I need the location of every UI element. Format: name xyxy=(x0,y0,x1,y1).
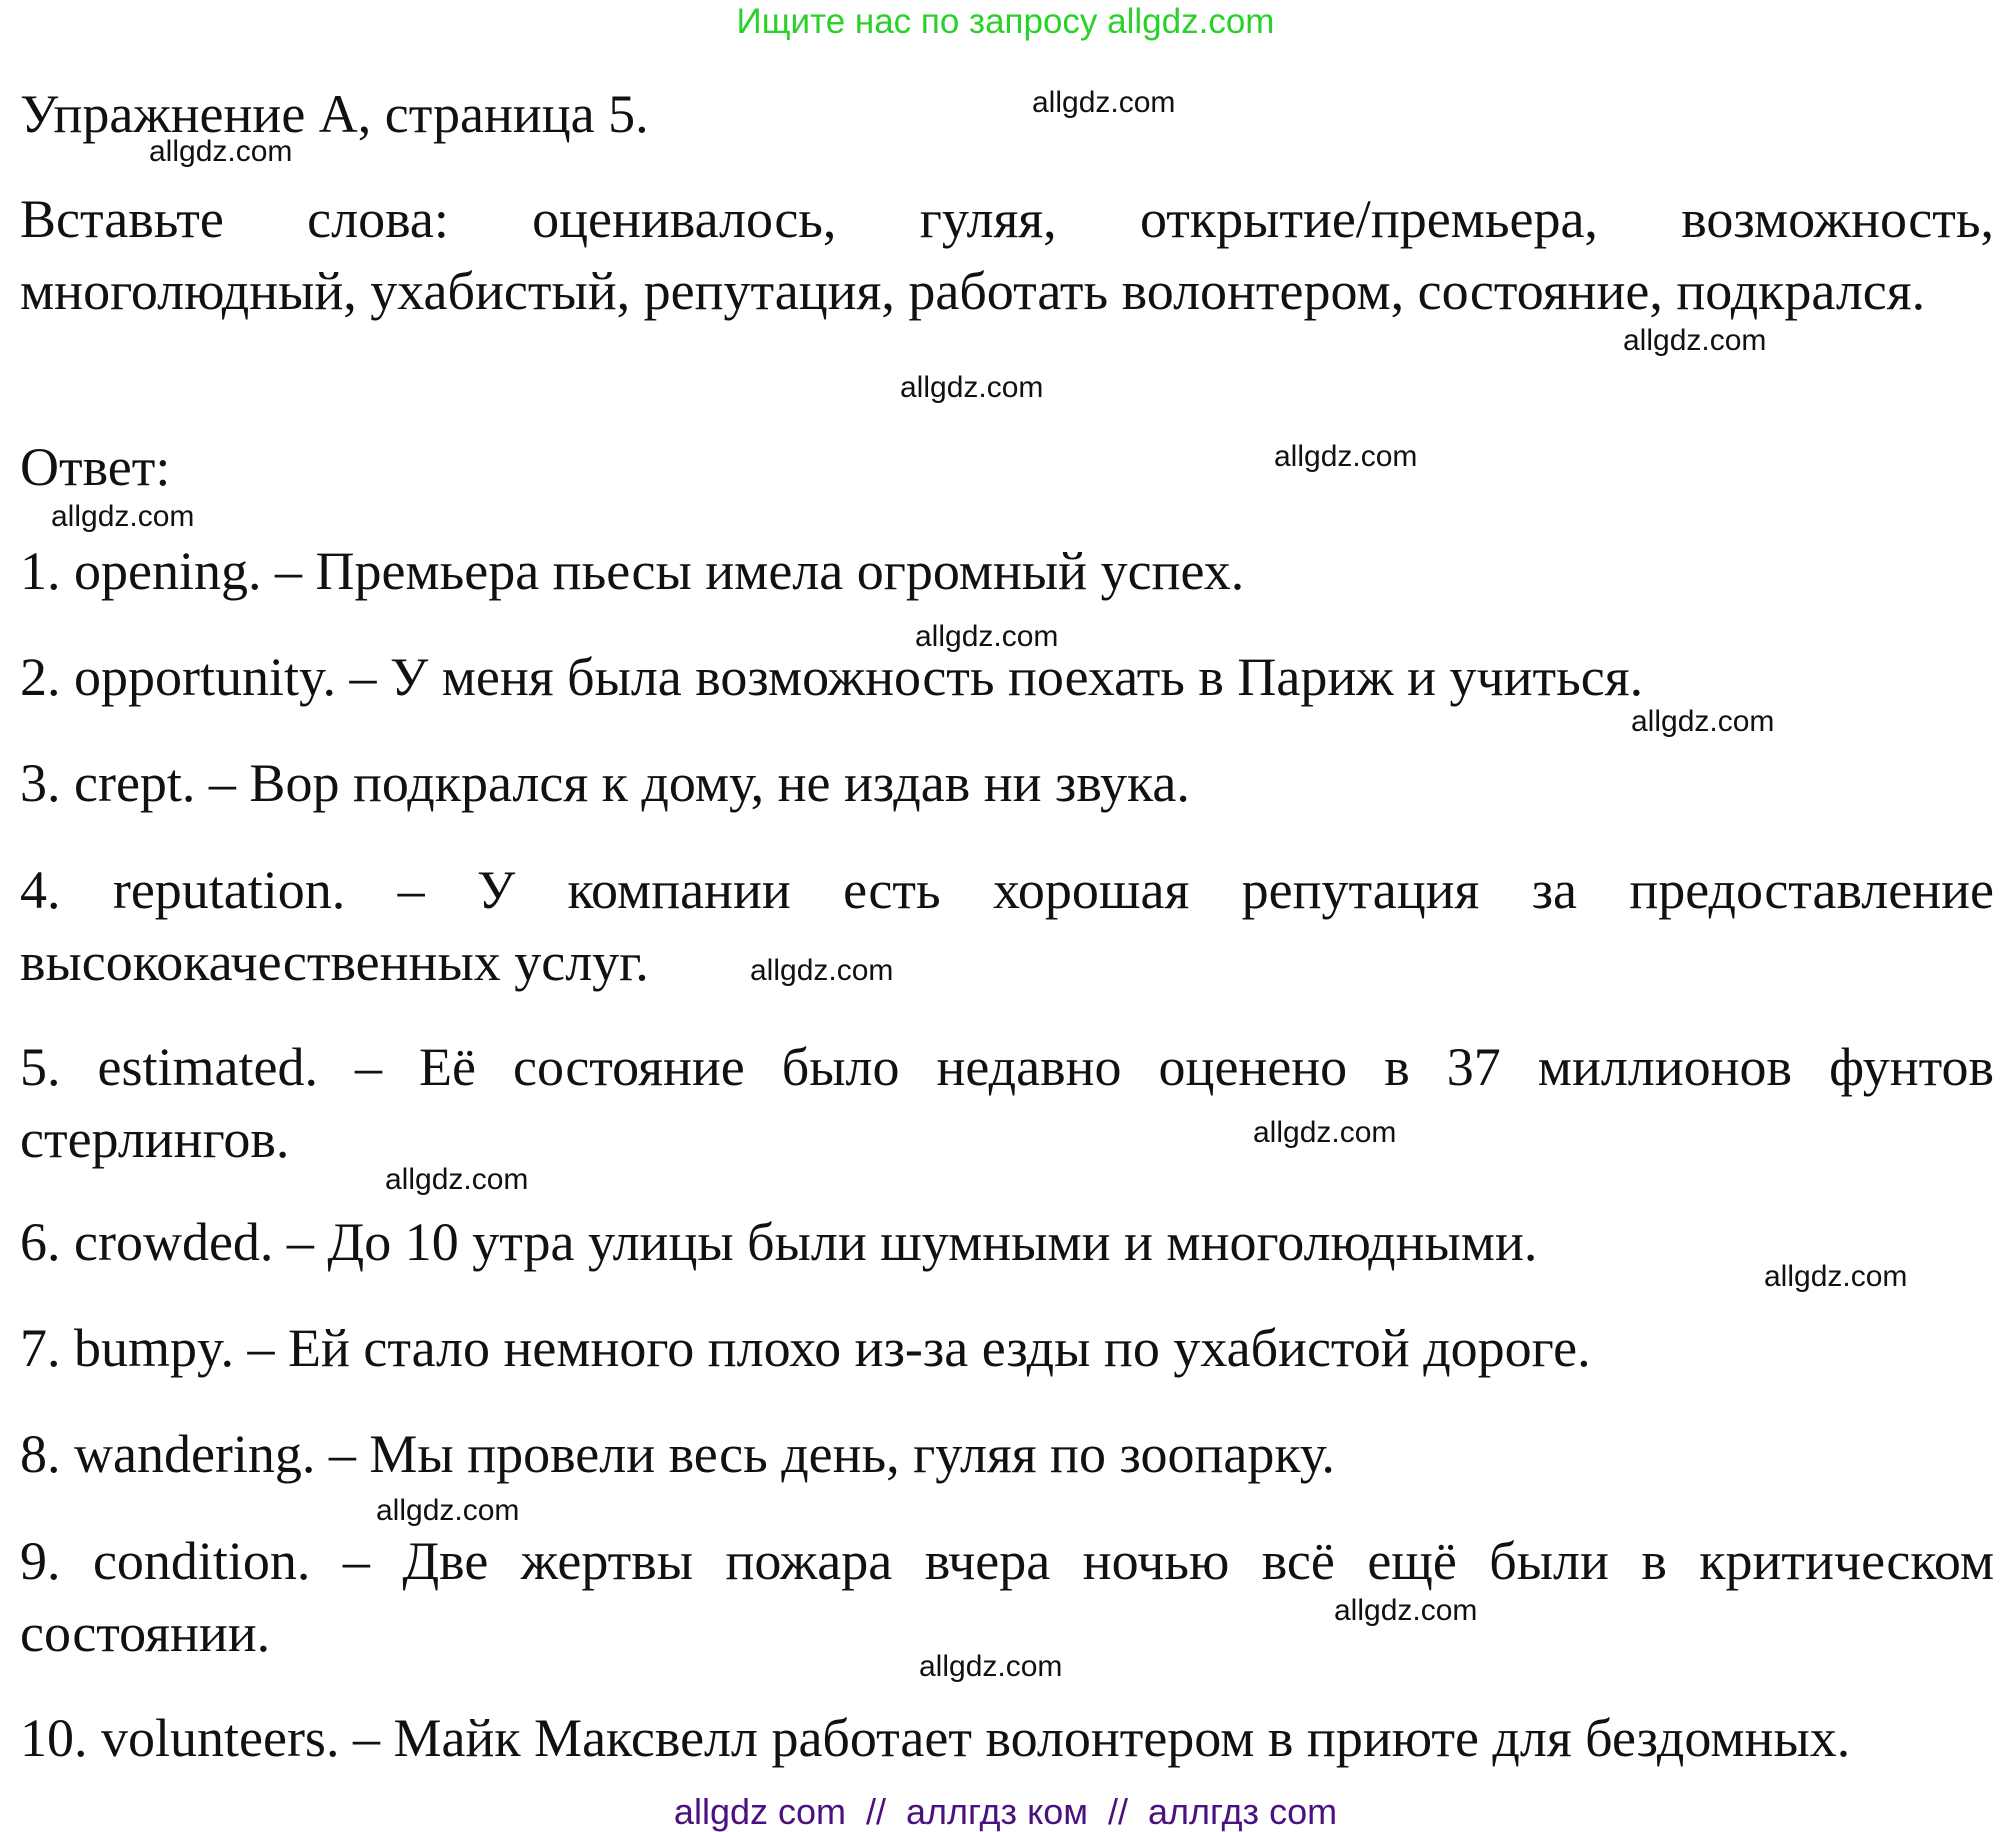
page-title: Упражнение A, страница 5. xyxy=(20,84,649,144)
watermark: allgdz.com xyxy=(919,1650,1063,1683)
watermark: allgdz.com xyxy=(750,954,894,987)
watermark: allgdz.com xyxy=(1631,705,1775,738)
watermark: allgdz.com xyxy=(1032,86,1176,119)
answer-item: 6. crowded. – До 10 утра улицы были шумными и многолюдными. xyxy=(20,1212,1538,1272)
watermark: allgdz.com xyxy=(1764,1260,1908,1293)
answer-item: 3. crept. – Вор подкрался к дому, не издав ни звука. xyxy=(20,753,1190,813)
watermark: allgdz.com xyxy=(900,371,1044,404)
answer-item: 5. estimated. – Её состояние было недавно оценено в 37 миллионов фунтов стерлингов. xyxy=(20,1037,1994,1169)
watermark: allgdz.com xyxy=(1623,324,1767,357)
watermark: allgdz.com xyxy=(1274,440,1418,473)
watermark: allgdz.com xyxy=(915,620,1059,653)
footer-links: allgdz com // аллгдз ком // аллгдз com xyxy=(673,1791,1338,1832)
watermark: allgdz.com xyxy=(1253,1116,1397,1149)
answer-item: 7. bumpy. – Ей стало немного плохо из-за езды по ухабистой дороге. xyxy=(20,1318,1591,1378)
answer-item: 2. opportunity. – У меня была возможность поехать в Париж и учиться. xyxy=(20,647,1644,707)
watermark: allgdz.com xyxy=(1334,1594,1478,1627)
watermark: allgdz.com xyxy=(149,135,293,168)
watermark: allgdz.com xyxy=(376,1494,520,1527)
watermark: allgdz.com xyxy=(385,1163,529,1196)
answer-item: 4. reputation. – У компании есть хорошая репутация за предоставление высококачественных услуг. xyxy=(20,860,1994,992)
watermark: allgdz.com xyxy=(51,500,195,533)
answer-item: 10. volunteers. – Майк Максвелл работает волонтером в приюте для бездомных. xyxy=(20,1708,1851,1768)
answer-label: Ответ: xyxy=(20,437,171,497)
answer-item: 1. opening. – Премьера пьесы имела огромный успех. xyxy=(20,541,1245,601)
search-banner: Ищите нас по запросу allgdz.com xyxy=(736,2,1275,41)
instruction-text: Вставьте слова: оценивалось, гуляя, открытие/премьера, возможность, многолюдный, ухабистый, репутация, работать волонтером, состояние, подкрался. xyxy=(20,189,1994,321)
answer-item: 8. wandering. – Мы провели весь день, гуляя по зоопарку. xyxy=(20,1424,1335,1484)
answer-item: 9. condition. – Две жертвы пожара вчера ночью всё ещё были в критическом состоянии. xyxy=(20,1531,1994,1663)
